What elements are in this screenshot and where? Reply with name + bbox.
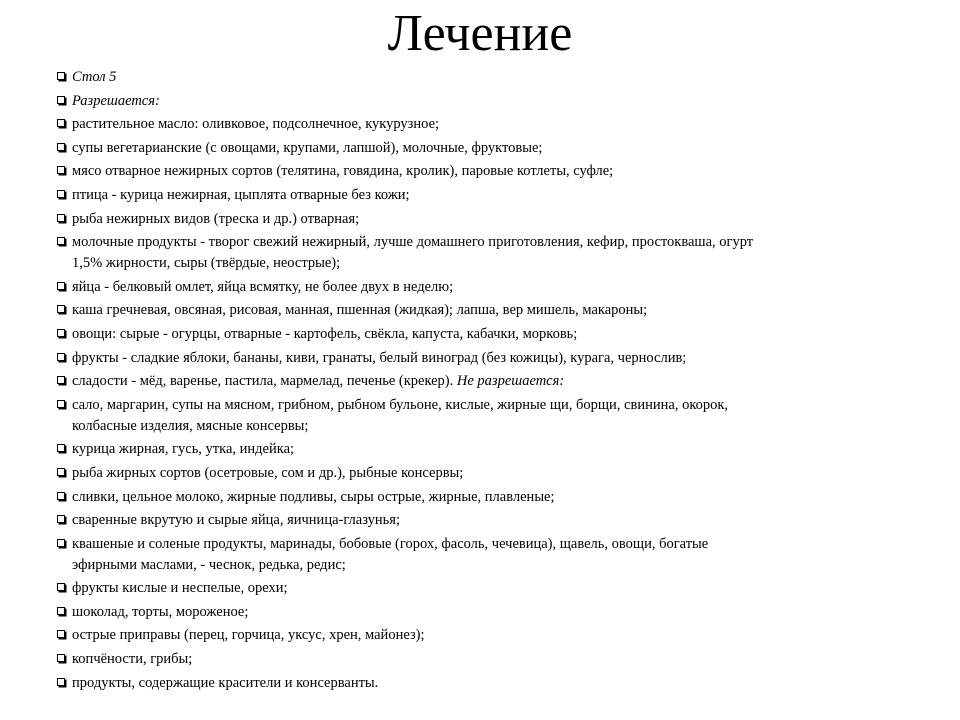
bullet-list	[56, 67, 946, 696]
slide-title: Лечение	[387, 5, 573, 62]
checkbox-bullet-icon	[57, 515, 65, 523]
list-item-text: рыба жирных сортов (осетровые, сом и др.), рыбные консервы;	[72, 464, 464, 481]
list-item-text: фрукты - сладкие яблоки, бананы, киви, гранаты, белый виноград (без кожицы), курага, чернослив;	[72, 349, 687, 366]
list-item	[56, 371, 946, 392]
list-item-italic-tail: Не разрешается:	[456, 373, 565, 390]
list-item	[56, 487, 946, 508]
list-item	[56, 324, 946, 345]
list-item-text: Разрешается:	[72, 92, 160, 109]
list-item-text: сладости - мёд, варенье, пастила, мармелад, печенье (крекер).	[72, 373, 457, 390]
list-item	[56, 185, 946, 206]
list-item-text: каша гречневая, овсяная, рисовая, манная, пшенная (жидкая); лапша, вер мишель, макароны;	[72, 302, 648, 319]
list-item-text: острые приправы (перец, горчица, уксус, хрен, майонез);	[72, 627, 425, 644]
list-item	[56, 138, 946, 159]
list-item	[56, 463, 946, 484]
list-item-text: мясо отварное нежирных сортов (телятина, говядина, кролик), паровые котлеты, суфле;	[72, 163, 614, 180]
list-item	[56, 439, 946, 460]
list-item-text: яйца - белковый омлет, яйца всмятку, не более двух в неделю;	[72, 278, 454, 295]
list-item-text: квашеные и соленые продукты, маринады, бобовые (горох, фасоль, чечевица), щавель, овощи, богатые	[72, 535, 709, 552]
list-item-text: сливки, цельное молоко, жирные подливы, сыры острые, жирные, плавленые;	[72, 488, 555, 505]
list-item	[56, 673, 946, 694]
list-item-text: сваренные вкрутую и сырые яйца, яичница-глазунья;	[72, 512, 400, 529]
checkbox-bullet-icon	[57, 468, 65, 476]
checkbox-bullet-icon	[57, 630, 65, 638]
list-item-continuation: колбасные изделия, мясные консервы;	[72, 417, 309, 434]
list-item-text: продукты, содержащие красители и консерванты.	[72, 674, 379, 691]
checkbox-bullet-icon	[57, 492, 65, 500]
list-item	[56, 395, 946, 437]
list-item-text: Стол 5	[72, 69, 117, 85]
list-item-text: копчёности, грибы;	[72, 651, 193, 668]
list-item-continuation: 1,5% жирности, сыры (твёрдые, неострые);	[72, 255, 341, 272]
checkbox-bullet-icon	[57, 539, 65, 547]
checkbox-bullet-icon	[57, 214, 65, 222]
checkbox-bullet-icon	[57, 96, 65, 104]
checkbox-bullet-icon	[57, 143, 65, 151]
list-item	[56, 114, 946, 135]
checkbox-bullet-icon	[57, 353, 65, 361]
checkbox-bullet-icon	[57, 119, 65, 127]
list-item	[56, 232, 946, 274]
checkbox-bullet-icon	[57, 678, 65, 686]
list-item	[56, 510, 946, 531]
list-item-text: сало, маргарин, супы на мясном, грибном, рыбном бульоне, кислые, жирные щи, борщи, свинина, окорок,	[72, 396, 729, 413]
list-item	[56, 67, 946, 88]
list-item	[56, 534, 946, 576]
list-item-text: фрукты кислые и неспелые, орехи;	[72, 580, 288, 597]
list-item	[56, 602, 946, 623]
list-item-text: курица жирная, гусь, утка, индейка;	[72, 441, 295, 458]
checkbox-bullet-icon	[57, 282, 65, 290]
checkbox-bullet-icon	[57, 583, 65, 591]
list-item	[56, 649, 946, 670]
list-item-text: птица - курица нежирная, цыплята отварные без кожи;	[72, 186, 410, 203]
checkbox-bullet-icon	[57, 444, 65, 452]
checkbox-bullet-icon	[57, 305, 65, 313]
list-item	[56, 209, 946, 230]
list-item-continuation: эфирными маслами, - чеснок, редька, редис;	[72, 556, 346, 573]
list-item	[56, 578, 946, 599]
list-item	[56, 277, 946, 298]
list-item	[56, 161, 946, 182]
checkbox-bullet-icon	[57, 190, 65, 198]
list-item	[56, 348, 946, 369]
checkbox-bullet-icon	[57, 329, 65, 337]
list-item-text: шоколад, торты, мороженое;	[72, 603, 249, 620]
checkbox-bullet-icon	[57, 237, 65, 245]
list-item	[56, 300, 946, 321]
checkbox-bullet-icon	[57, 72, 65, 80]
list-item-text: рыба нежирных видов (треска и др.) отварная;	[72, 210, 360, 227]
checkbox-bullet-icon	[57, 607, 65, 615]
checkbox-bullet-icon	[57, 166, 65, 174]
list-item	[56, 91, 946, 112]
checkbox-bullet-icon	[57, 376, 65, 384]
list-item-text: растительное масло: оливковое, подсолнечное, кукурузное;	[72, 116, 440, 133]
checkbox-bullet-icon	[57, 654, 65, 662]
checkbox-bullet-icon	[57, 400, 65, 408]
list-item-text: молочные продукты - творог свежий нежирный, лучше домашнего приготовления, кефир, простокваша, огурт	[72, 234, 754, 251]
list-item	[56, 625, 946, 646]
list-item-text: овощи: сырые - огурцы, отварные - картофель, свёкла, капуста, кабачки, морковь;	[72, 325, 578, 342]
list-item-text: супы вегетарианские (с овощами, крупами, лапшой), молочные, фруктовые;	[72, 139, 543, 156]
